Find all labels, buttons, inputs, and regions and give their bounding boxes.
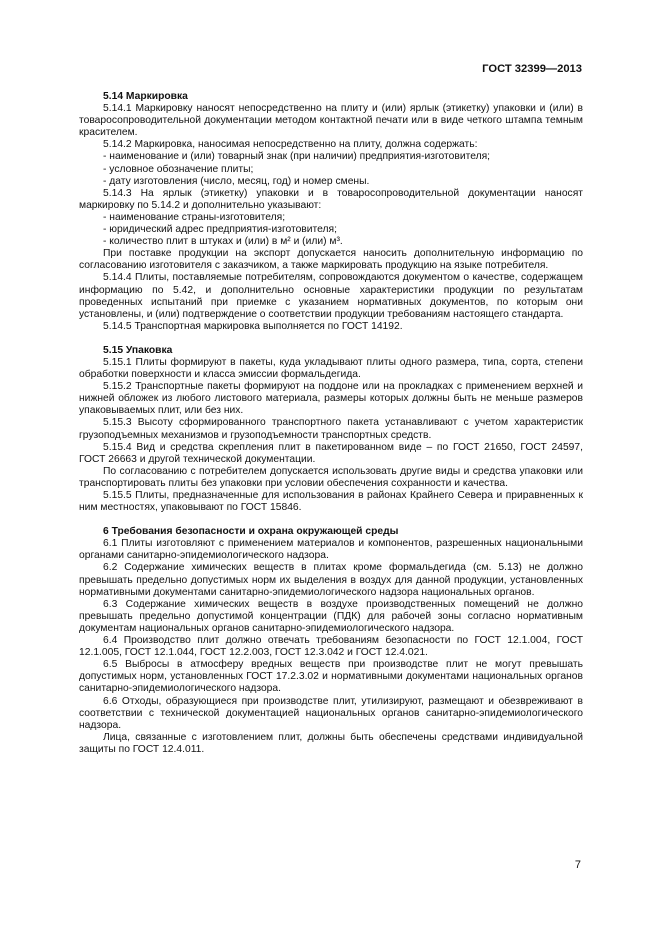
page-number: 7 — [574, 859, 581, 871]
standard-header: ГОСТ 32399—2013 — [482, 63, 582, 75]
section-heading-5-14: 5.14 Маркировка — [103, 91, 188, 102]
paragraph: 5.15.2 Транспортные пакеты формируют на поддоне или на прокладках с применением верхней и нижней обложек из любого листового материала, размеры которых должны быть не меньше размеров упаковываемых плит, или без них. — [79, 381, 583, 417]
paragraph: 5.14.4 Плиты, поставляемые потребителям, сопровождаются документом о качестве, содержащем информацию по 5.42, и дополнительно основные характеристики продукции по результатам проведенных испытаний при приемке с указанием нормативных документов, по которым они установлены, и (или) подтверждение о соответствии продукции требованиям настоящего стандарта. — [79, 272, 583, 320]
paragraph: 5.14.1 Маркировку наносят непосредственно на плиту и (или) ярлык (этикетку) упаковки и (или) в товаросопроводительной документации методом контактной печати или в виде четкого штампа темным красителем. — [79, 103, 583, 139]
paragraph: 5.14.2 Маркировка, наносимая непосредственно на плиту, должна содержать: — [103, 139, 478, 151]
spacer — [79, 514, 583, 526]
list-item: - количество плит в штуках и (или) в м² и (или) м³. — [103, 236, 343, 248]
section-heading-6: 6 Требования безопасности и охрана окружающей среды — [103, 526, 399, 538]
list-item: - наименование страны-изготовителя; — [103, 211, 286, 223]
paragraph: 5.14.5 Транспортная маркировка выполняется по ГОСТ 14192. — [103, 320, 403, 332]
paragraph: 6.5 Выбросы в атмосферу вредных веществ при производстве плит не могут превышать допустимых норм, установленных ГОСТ 17.2.3.02 и нормативными документами национальных органов санитарно-эпидемиологического надзора. — [79, 659, 583, 695]
paragraph: 6.6 Отходы, образующиеся при производстве плит, утилизируют, размещают и обезвреживают в соответствии с технической документацией национальных органов санитарно-эпидемиологического надзора. — [79, 695, 583, 731]
list-item: - условное обозначение плиты; — [103, 163, 254, 175]
paragraph: 5.14.3 На ярлык (этикетку) упаковки и в товаросопроводительной документации наносят маркировку по 5.14.2 и дополнительно указывают: — [79, 187, 583, 211]
paragraph: 5.15.5 Плиты, предназначенные для использования в районах Крайнего Севера и приравненных к ним местностях, упаковывают по ГОСТ 15846. — [79, 490, 583, 514]
paragraph: 6.1 Плиты изготовляют с применением материалов и компонентов, разрешенных национальными органами санитарно-эпидемиологического надзора. — [79, 538, 583, 562]
paragraph: 6.4 Производство плит должно отвечать требованиям безопасности по ГОСТ 12.1.004, ГОСТ 12.1.005, ГОСТ 12.1.044, ГОСТ 12.2.003, ГОСТ 12.3.042 и ГОСТ 12.4.021. — [79, 635, 583, 659]
spacer — [79, 333, 583, 345]
paragraph: По согласованию с потребителем допускается использовать другие виды и средства упаковки или транспортировать плиты без упаковки при условии обеспечения сохранности и качества. — [79, 465, 583, 489]
page-content — [79, 91, 583, 756]
paragraph: Лица, связанные с изготовлением плит, должны быть обеспечены средствами индивидуальной защиты по ГОСТ 12.4.011. — [79, 731, 583, 755]
section-heading-5-15: 5.15 Упаковка — [103, 344, 173, 356]
paragraph: 5.15.4 Вид и средства скрепления плит в пакетированном виде – по ГОСТ 21650, ГОСТ 24597, ГОСТ 26663 и другой технической документации. — [79, 441, 583, 465]
paragraph: При поставке продукции на экспорт допускается наносить дополнительную информацию по согласованию изготовителя с заказчиком, а также маркировать продукцию на языке потребителя. — [79, 248, 583, 272]
paragraph: 5.15.3 Высоту сформированного транспортного пакета устанавливают с учетом характеристик грузоподъемных механизмов и грузоподъемности транспортных средств. — [79, 417, 583, 441]
list-item: - наименование и (или) товарный знак (при наличии) предприятия-изготовителя; — [103, 151, 491, 163]
paragraph: 5.15.1 Плиты формируют в пакеты, куда укладывают плиты одного размера, типа, сорта, степени обработки поверхности и класса эмиссии формальдегида. — [79, 356, 583, 381]
paragraph: 6.2 Содержание химических веществ в плитах кроме формальдегида (см. 5.13) не должно превышать предельно допустимых норм их выделения в воздух для данной продукции, установленных нормативными документами санитарно-эпидемиологического надзора национальных органов. — [79, 562, 583, 598]
list-item: - юридический адрес предприятия-изготовителя; — [103, 224, 337, 236]
list-item: - дату изготовления (число, месяц, год) и номер смены. — [103, 175, 370, 187]
paragraph: 6.3 Содержание химических веществ в воздухе производственных помещений не должно превышать предельно допустимой концентрации (ПДК) для рабочей зоны согласно нормативным документам национальных органов санитарно-эпидемиологического надзора. — [79, 598, 583, 634]
